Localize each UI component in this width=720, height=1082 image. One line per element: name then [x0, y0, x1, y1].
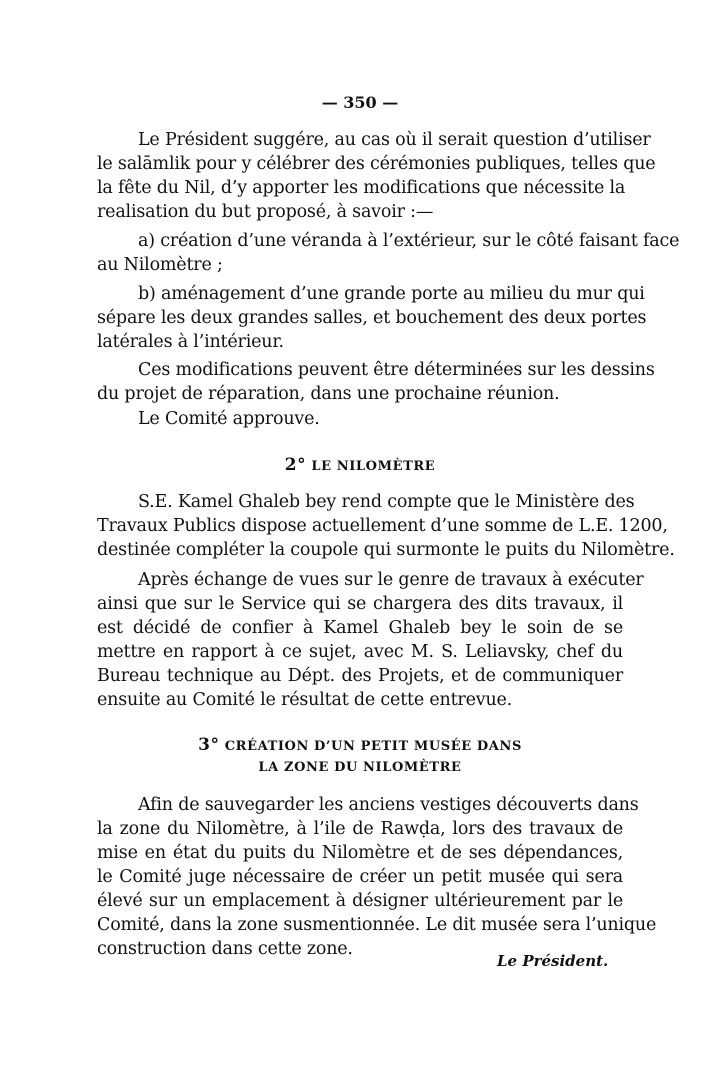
page-number: — 350 — [321, 93, 399, 112]
text-line: au Nilomètre ; [97, 255, 223, 275]
signature: Le Président. [497, 952, 609, 970]
section-heading-musee [0, 735, 720, 755]
text-line: latérales à l’intérieur. [97, 332, 284, 352]
section-heading-musee-line2 [0, 760, 720, 775]
text-line: construction dans cette zone. [97, 939, 353, 959]
section-number: 2° [284, 455, 307, 475]
text-line: Ces modifications peuvent être déterminées sur les dessins [138, 360, 655, 380]
text-line: S.E. Kamel Ghaleb bey rend compte que le Ministère des [138, 492, 635, 512]
text-line: ainsi que sur le Service qui se chargera des dits travaux, il [97, 594, 623, 614]
text-line: Travaux Publics dispose actuellement d’une somme de L.E. 1200, [97, 516, 668, 536]
text-line: destinée compléter la coupole qui surmonte le puits du Nilomètre. [97, 540, 675, 560]
text-line: ensuite au Comité le résultat de cette entrevue. [97, 690, 513, 710]
text-line: Le Président suggére, au cas où il serait question d’utiliser [138, 130, 651, 150]
text-line: le Comité juge nécessaire de créer un petit musée qui sera [97, 867, 623, 887]
section-title-line2: LA ZONE DU NILOMÈTRE [258, 760, 462, 775]
text-line: Le Comité approuve. [138, 409, 320, 429]
section-number: 3° [198, 735, 220, 755]
section-title-line1: CRÉATION D’UN PETIT MUSÉE DANS [224, 739, 522, 754]
text-line: mettre en rapport à ce sujet, avec M. S. Leliavsky, chef du [97, 642, 623, 662]
text-line: Bureau technique au Dépt. des Projets, et de communiquer [97, 666, 623, 686]
section-heading-nilometre [0, 455, 720, 475]
section-title: LE NILOMÈTRE [311, 459, 436, 474]
text-line: du projet de réparation, dans une prochaine réunion. [97, 384, 560, 404]
text-line: le salāmlik pour y célébrer des cérémonies publiques, telles que [97, 154, 656, 174]
text-line: Comité, dans la zone susmentionnée. Le dit musée sera l’unique [97, 915, 657, 935]
text-line: Après échange de vues sur le genre de travaux à exécuter [138, 570, 644, 590]
text-line: élevé sur un emplacement à désigner ultérieurement par le [97, 891, 623, 911]
text-line: a) création d’une véranda à l’extérieur, sur le côté faisant face [138, 231, 680, 251]
text-line: mise en état du puits du Nilomètre et de ses dépendances, [97, 843, 623, 863]
text-line: realisation du but proposé, à savoir :— [97, 202, 434, 222]
text-line: la zone du Nilomètre, à l’ile de Rawḍa, lors des travaux de [97, 819, 623, 839]
text-line: Afin de sauvegarder les anciens vestiges découverts dans [138, 795, 639, 815]
text-line: est décidé de confier à Kamel Ghaleb bey le soin de se [97, 618, 623, 638]
text-line: sépare les deux grandes salles, et bouchement des deux portes [97, 308, 647, 328]
text-line: la fête du Nil, d’y apporter les modifications que nécessite la [97, 178, 626, 198]
text-line: b) aménagement d’une grande porte au milieu du mur qui [138, 284, 645, 304]
